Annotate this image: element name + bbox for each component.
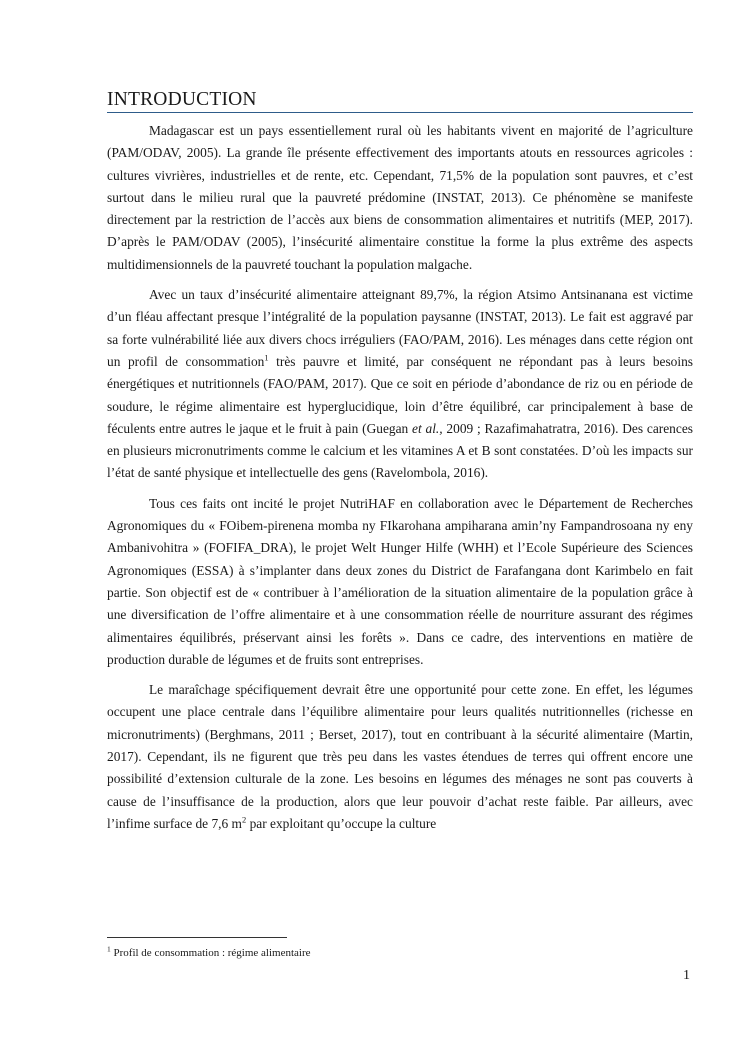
footnote-text: Profil de consommation : régime alimentaire (110, 947, 311, 959)
body-text (107, 120, 693, 843)
footnote-reference[interactable]: 1 (264, 352, 269, 363)
paragraph-4: Le maraîchage spécifiquement devrait être une opportunité pour cette zone. En effet, les légumes occupent une place centrale dans l’équilibre alimentaire pour leurs qualités nutritionnelles (richesse en micronutriments) (Berghmans, 2011 ; Berset, 2017), tout en contribuant à la sécurité alimentaire (Martin, 2017). Cependant, ils ne figurent que très peu dans les vastes étendues de terres qui offrent encore une possibilité d’extension culturale de la zone. Les besoins en légumes des ménages ne sont pas couverts à cause de l’insuffisance de la production, alors que leur pouvoir d’achat reste faible. Par ailleurs, avec l’infime surface de 7,6 $m^2$ par exploitant qu’occupe la culture (107, 682, 693, 831)
footnote (107, 944, 311, 959)
section-heading: INTRODUCTION (107, 88, 693, 113)
paragraph-3: Tous ces faits ont incité le projet NutriHAF en collaboration avec le Département de Recherches Agronomiques du « FOibem-pirenena momba ny FIkarohana ampiharana amin’ny Fampandrosoana ny eny Ambanivohitra » (FOFIFA_DRA), le projet Welt Hunger Hilfe (WHH) et l’Ecole Supérieure des Sciences Agronomiques (ESSA) à s’implanter dans deux zones du District de Farafangana dont Karimbelo en fait partie. Son objectif est de « contribuer à l’amélioration de la situation alimentaire de la population grâce à une diversification de l’offre alimentaire et à une consommation réelle de nourriture assurant des régimes alimentaires équilibrés, préservant ainsi les forêts ». Dans ce cadre, des interventions en matière de production durable de légumes et de fruits sont entreprises. (107, 495, 693, 667)
footnote-separator (107, 937, 287, 938)
footnote-number: 1 (107, 944, 111, 954)
paragraph-1: Madagascar est un pays essentiellement rural où les habitants vivent en majorité de l’agriculture (PAM/ODAV, 2005). La grande île présente effectivement des importants atouts en ressources agricoles : cultures vivrières, industrielles et de rente, etc. Cependant, 71,5% de la population sont pauvres, et c’est surtout dans le milieu rural que la pauvreté prédomine (INSTAT, 2013). Ce phénomène se manifeste directement par la restriction de l’accès aux biens de consommation alimentaires et nutritifs (MEP, 2017). D’après le PAM/ODAV (2005), l’insécurité alimentaire constitue la forme la plus extrême des aspects multidimensionnels de la pauvreté touchant la population malgache. (107, 123, 693, 272)
superscript-exponent: 2 (241, 814, 247, 825)
page-number: 1 (683, 968, 690, 983)
paragraph-2: Avec un taux d’insécurité alimentaire atteignant 89,7%, la région Atsimo Antsinanana est victime d’un fléau affectant presque l’intégralité de la population paysanne (INSTAT, 2013). Le fait est aggravé par sa forte vulnérabilité liée aux divers chocs irréguliers (FAO/PAM, 2016). Les ménages dans cette région ont un profil de consommation$^1$ très pauvre et limité, par conséquent ne répondant pas à leurs besoins énergétiques et nutritionnels (FAO/PAM, 2017). Que ce soit en période d’abondance de riz ou en période de soudure, le régime alimentaire est hyperglucidique, loin d’être équilibré, car principalement à base de féculents entre autres le jaque et le fruit à pain (Guegan et al., 2009 ; Razafimahatratra, 2016). Des carences en plusieurs micronutriments comme le calcium et les vitamines A et B sont constatées. D’où les impacts sur l’état de santé physique et intellectuelle des gens (Ravelombola, 2016). (107, 287, 693, 481)
